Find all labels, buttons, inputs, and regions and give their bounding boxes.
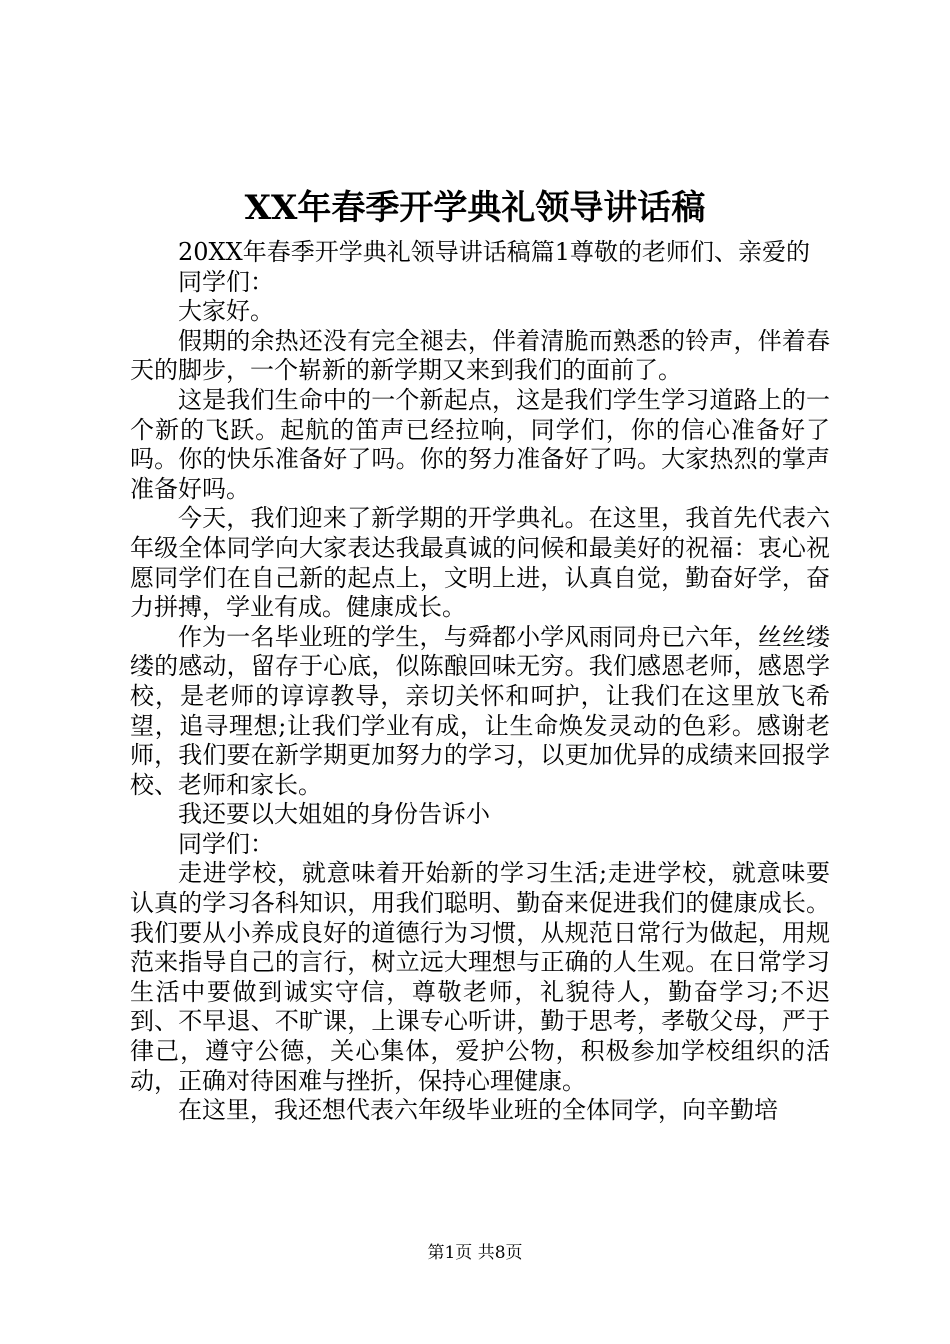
paragraph: 20XX年春季开学典礼领导讲话稿篇1尊敬的老师们、亲爱的 [178,238,810,266]
document-title: XX年春季开学典礼领导讲话稿 [244,188,706,228]
paragraph: 在这里，我还想代表六年级毕业班的全体同学，向辛勤培 [178,1096,778,1125]
paragraph: 这是我们生命中的一个新起点，这是我们学生学习道路上的一个新的飞跃。起航的笛声已经拉响，同学们，你的信心准备好了吗。你的快乐准备好了吗。你的努力准备好了吗。大家热烈的掌声准备好吗。 [130,385,830,503]
paragraph: 同学们： [178,267,274,296]
paragraph: 假期的余热还没有完全褪去，伴着清脆而熟悉的铃声，伴着春天的脚步，一个崭新的新学期又来到我们的面前了。 [130,326,830,385]
page-footer: 第1页 共8页 [427,1243,523,1263]
paragraph: 我还要以大姐姐的身份告诉小 [178,800,490,829]
paragraph: 走进学校，就意味着开始新的学习生活;走进学校，就意味要认真的学习各科知识，用我们聪明、勤奋来促进我们的健康成长。我们要从小养成良好的道德行为习惯，从规范日常行为做起，用规范来指导自己的言行，树立远大理想与正确的人生观。在日常学习生活中要做到诚实守信，尊敬老师，礼貌待人，勤奋学习;不迟到、不早退、不旷课，上课专心听讲，勤于思考，孝敬父母，严于律己，遵守公德，关心集体，爱护公物，积极参加学校组织的活动，正确对待困难与挫折，保持心理健康。 [130,859,830,1095]
paragraph: 同学们： [178,829,274,858]
paragraph: 作为一名毕业班的学生，与舜都小学风雨同舟已六年，丝丝缕缕的感动，留存于心底，似陈酿回味无穷。我们感恩老师，感恩学校，是老师的谆谆教导，亲切关怀和呵护，让我们在这里放飞希望，追寻理想;让我们学业有成，让生命焕发灵动的色彩。感谢老师，我们要在新学期更加努力的学习，以更加优异的成绩来回报学校、老师和家长。 [130,622,830,799]
paragraph: 今天，我们迎来了新学期的开学典礼。在这里，我首先代表六年级全体同学向大家表达我最真诚的问候和最美好的祝福：衷心祝愿同学们在自己新的起点上，文明上进，认真自觉，勤奋好学，奋力拼搏，学业有成。健康成长。 [130,504,830,622]
document-body [130,238,830,1126]
paragraph: 大家好。 [178,297,274,326]
